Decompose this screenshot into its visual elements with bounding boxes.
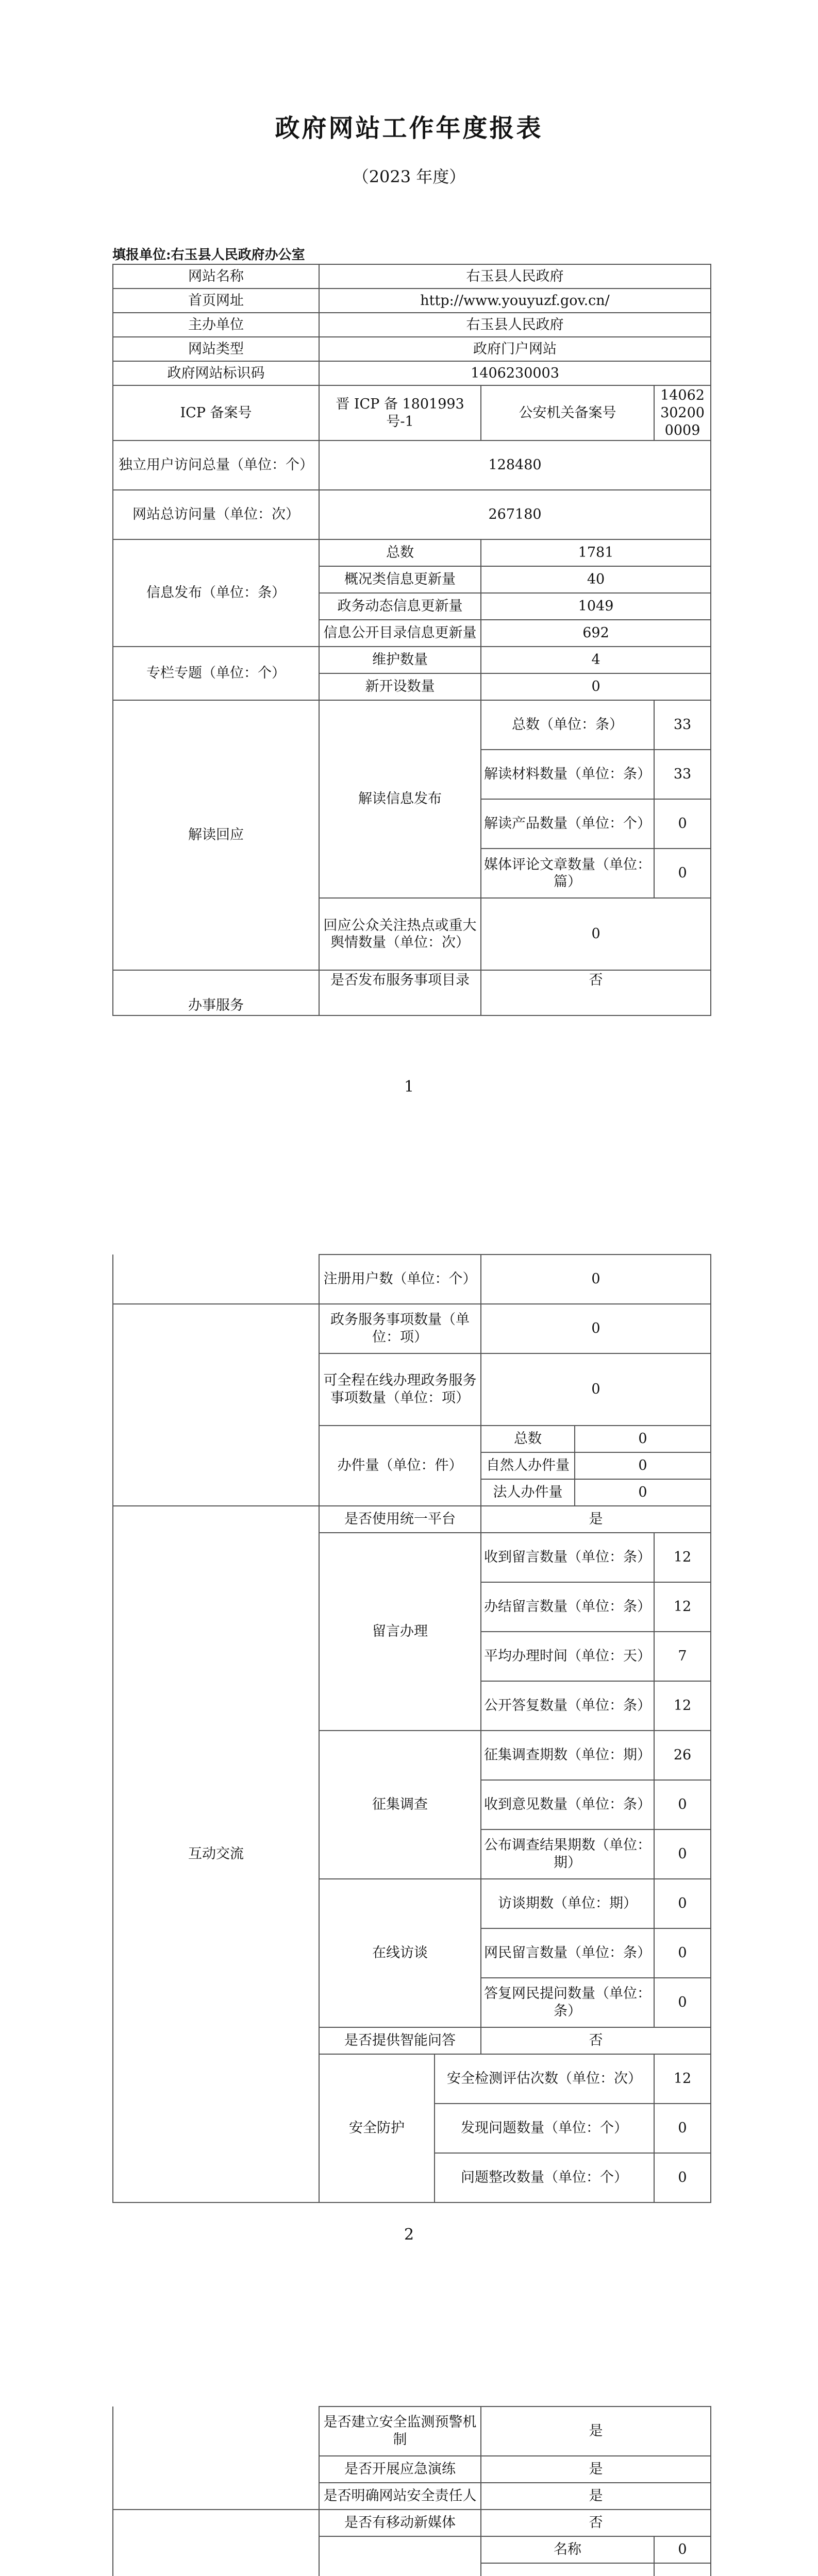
online-label: 在线访谈 bbox=[319, 1879, 481, 2027]
mobile-label bbox=[113, 2510, 319, 2576]
site-type-label: 网站类型 bbox=[113, 337, 319, 361]
handle-total-label: 总数 bbox=[481, 1426, 575, 1452]
info-overview-label: 概况类信息更新量 bbox=[319, 566, 481, 593]
reg-users-label: 注册用户数（单位：个） bbox=[319, 1255, 481, 1304]
report-table-page3 bbox=[112, 2406, 711, 2576]
report-table-page2 bbox=[112, 1254, 711, 2203]
filing-unit: 填报单位:右玉县人民政府办公室 bbox=[112, 247, 305, 263]
message-label: 留言办理 bbox=[319, 1533, 481, 1731]
visitors-value: 128480 bbox=[319, 440, 711, 490]
msg-avg-label: 平均办理时间（单位：天） bbox=[481, 1632, 654, 1681]
handle-person-label: 自然人办件量 bbox=[481, 1452, 575, 1479]
handle-legal-value: 0 bbox=[575, 1479, 711, 1506]
sponsor-label: 主办单位 bbox=[113, 313, 319, 337]
info-open-value: 692 bbox=[481, 620, 711, 647]
interpret-material-value: 33 bbox=[654, 750, 711, 799]
police-value: 14062302000009 bbox=[654, 385, 711, 440]
msg-public-value: 12 bbox=[654, 1681, 711, 1731]
respond-value: 0 bbox=[481, 898, 711, 970]
interpret-pub-label: 解读信息发布 bbox=[319, 700, 481, 898]
interpret-product-label: 解读产品数量（单位：个） bbox=[481, 799, 654, 849]
interview-answer-label: 答复网民提问数量（单位：条） bbox=[481, 1978, 654, 2027]
visits-label: 网站总访问量（单位：次） bbox=[113, 490, 319, 539]
interpret-total-label: 总数（单位：条） bbox=[481, 700, 654, 750]
weibo-name-label: 名称 bbox=[481, 2536, 654, 2563]
service-continued bbox=[113, 1255, 319, 1304]
report-table-page1 bbox=[112, 264, 711, 1016]
topic-new-label: 新开设数量 bbox=[319, 673, 481, 700]
service-spacer-3 bbox=[113, 1426, 319, 1506]
drill-label: 是否开展应急演练 bbox=[319, 2456, 481, 2483]
collect-count-label: 征集调查期数（单位：期） bbox=[481, 1731, 654, 1780]
handle-label: 办件量（单位：件） bbox=[319, 1426, 481, 1506]
has-mobile-label: 是否有移动新媒体 bbox=[319, 2510, 481, 2536]
interview-answer-value: 0 bbox=[654, 1978, 711, 2027]
topic-maintain-value: 4 bbox=[481, 647, 711, 673]
collect-opinion-label: 收到意见数量（单位：条） bbox=[481, 1780, 654, 1829]
interview-msg-label: 网民留言数量（单位：条） bbox=[481, 1928, 654, 1978]
topic-label: 专栏专题（单位：个） bbox=[113, 647, 319, 700]
info-dynamic-label: 政务动态信息更新量 bbox=[319, 593, 481, 620]
info-label: 信息发布（单位：条） bbox=[113, 539, 319, 647]
weibo-name-value: 0 bbox=[654, 2536, 711, 2563]
page-number-2: 2 bbox=[404, 2226, 414, 2244]
interview-msg-value: 0 bbox=[654, 1928, 711, 1978]
topic-maintain-label: 维护数量 bbox=[319, 647, 481, 673]
sec-fixed-label: 问题整改数量（单位：个） bbox=[435, 2153, 654, 2202]
report-title: 政府网站工作年度报表 bbox=[275, 114, 543, 143]
service-spacer-1 bbox=[113, 1304, 319, 1353]
collect-count-value: 26 bbox=[654, 1731, 711, 1780]
topic-new-value: 0 bbox=[481, 673, 711, 700]
site-type-value: 政府门户网站 bbox=[319, 337, 711, 361]
info-overview-value: 40 bbox=[481, 566, 711, 593]
service-items-label: 政务服务事项数量（单位：项） bbox=[319, 1304, 481, 1353]
smart-qa-value: 否 bbox=[481, 2027, 711, 2054]
info-open-label: 信息公开目录信息更新量 bbox=[319, 620, 481, 647]
msg-done-label: 办结留言数量（单位：条） bbox=[481, 1582, 654, 1632]
site-name-value: 右玉县人民政府 bbox=[319, 264, 711, 289]
interact-label: 互动交流 bbox=[113, 1506, 319, 2202]
interpret-label: 解读回应 bbox=[113, 700, 319, 970]
sec-fixed-value: 0 bbox=[654, 2153, 711, 2202]
interpret-product-value: 0 bbox=[654, 799, 711, 849]
sec-found-label: 发现问题数量（单位：个） bbox=[435, 2104, 654, 2153]
sec-found-value: 0 bbox=[654, 2104, 711, 2153]
security-label: 安全防护 bbox=[319, 2054, 435, 2202]
collect-label: 征集调查 bbox=[319, 1731, 481, 1879]
platform-value: 是 bbox=[481, 1506, 711, 1533]
service-publish-label: 是否发布服务事项目录 bbox=[319, 970, 481, 1015]
police-label: 公安机关备案号 bbox=[481, 385, 654, 440]
report-subtitle: （2023 年度） bbox=[352, 167, 466, 187]
msg-received-value: 12 bbox=[654, 1533, 711, 1582]
homepage-label: 首页网址 bbox=[113, 289, 319, 313]
interpret-media-value: 0 bbox=[654, 849, 711, 898]
security-continued bbox=[113, 2406, 319, 2510]
icp-label: ICP 备案号 bbox=[113, 385, 319, 440]
service-items-value: 0 bbox=[481, 1304, 711, 1353]
interview-count-value: 0 bbox=[654, 1879, 711, 1928]
site-id-value: 1406230003 bbox=[319, 361, 711, 385]
interpret-media-label: 媒体评论文章数量（单位：篇） bbox=[481, 849, 654, 898]
service-publish-value: 否 bbox=[481, 970, 711, 1015]
responsible-value: 是 bbox=[481, 2483, 711, 2510]
msg-received-label: 收到留言数量（单位：条） bbox=[481, 1533, 654, 1582]
platform-label: 是否使用统一平台 bbox=[319, 1506, 481, 1533]
visits-value: 267180 bbox=[319, 490, 711, 539]
drill-value: 是 bbox=[481, 2456, 711, 2483]
respond-label: 回应公众关注热点或重大舆情数量（单位：次） bbox=[319, 898, 481, 970]
msg-public-label: 公开答复数量（单位：条） bbox=[481, 1681, 654, 1731]
msg-avg-value: 7 bbox=[654, 1632, 711, 1681]
reg-users-value: 0 bbox=[481, 1255, 711, 1304]
sec-test-value: 12 bbox=[654, 2054, 711, 2104]
sponsor-value: 右玉县人民政府 bbox=[319, 313, 711, 337]
monitor-value: 是 bbox=[481, 2406, 711, 2456]
online-items-value: 0 bbox=[481, 1353, 711, 1426]
collect-result-value: 0 bbox=[654, 1829, 711, 1879]
handle-person-value: 0 bbox=[575, 1452, 711, 1479]
monitor-label: 是否建立安全监测预警机制 bbox=[319, 2406, 481, 2456]
icp-value: 晋 ICP 备 1801993 号-1 bbox=[319, 385, 481, 440]
interview-count-label: 访谈期数（单位：期） bbox=[481, 1879, 654, 1928]
service-spacer-2 bbox=[113, 1353, 319, 1426]
info-dynamic-value: 1049 bbox=[481, 593, 711, 620]
interpret-material-label: 解读材料数量（单位：条） bbox=[481, 750, 654, 799]
service-label: 办事服务 bbox=[113, 970, 319, 1015]
info-total-label: 总数 bbox=[319, 539, 481, 566]
handle-total-value: 0 bbox=[575, 1426, 711, 1452]
smart-qa-label: 是否提供智能问答 bbox=[319, 2027, 481, 2054]
msg-done-value: 12 bbox=[654, 1582, 711, 1632]
site-id-label: 政府网站标识码 bbox=[113, 361, 319, 385]
homepage-value: http://www.youyuzf.gov.cn/ bbox=[319, 289, 711, 313]
collect-result-label: 公布调查结果期数（单位：期） bbox=[481, 1829, 654, 1879]
responsible-label: 是否明确网站安全责任人 bbox=[319, 2483, 481, 2510]
collect-opinion-value: 0 bbox=[654, 1780, 711, 1829]
handle-legal-label: 法人办件量 bbox=[481, 1479, 575, 1506]
weibo-pub-value bbox=[654, 2563, 711, 2576]
sec-test-label: 安全检测评估次数（单位：次） bbox=[435, 2054, 654, 2104]
has-mobile-value: 否 bbox=[481, 2510, 711, 2536]
site-name-label: 网站名称 bbox=[113, 264, 319, 289]
visitors-label: 独立用户访问总量（单位：个） bbox=[113, 440, 319, 490]
page-number-1: 1 bbox=[404, 1078, 414, 1096]
info-total-value: 1781 bbox=[481, 539, 711, 566]
interpret-total-value: 33 bbox=[654, 700, 711, 750]
online-items-label: 可全程在线办理政务服务事项数量（单位：项） bbox=[319, 1353, 481, 1426]
weibo-label bbox=[319, 2536, 481, 2576]
weibo-pub-label bbox=[481, 2563, 654, 2576]
